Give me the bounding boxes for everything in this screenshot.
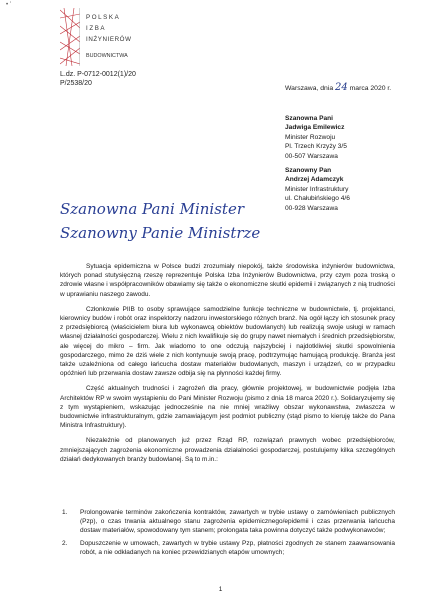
letter-date [285,82,391,93]
handwritten-line-1: Szanowna Pani Minister [60,200,244,218]
recipient-2-street: ul. Chałubińskiego 4/6 [285,195,350,203]
paragraph-2: Członkowie PIIB to osoby sprawujące samodzielne funkcje techniczne w budownictwie, tj. projektanci, kierownicy budów i robót oraz inspektorzy nadzoru inwestorskiego różnych branż. Na ogół łączy ich stosunek pracy z przedsiębiorcą (właścicielem biura lub wykonawcą obiektów budowlanych) lub realizują swoje usługi w ramach własnej działalności gospodarczej. Wielu z nich kwalifikuje się do grupy nawet niemałych i średnich przedsiębiorstw, ale więcej do mikro – firm. Jak wiadomo to one odczują najszybciej i najdotkliwiej skutki spowolnienia gospodarczego, mimo że dziś wiele z nich kontynuuje swoją pracę, podtrzymując hamującą produkcję. Branża jest także uzależniona od całego łańcucha dostaw materiałów budowlanych, maszyn i urządzeń, co w przypadku opóźnień lub przerwania dostaw zawsze odbija się na płynności każdej firmy. [60,305,395,378]
date-day-handwritten: 24 [335,82,348,93]
letter-body [60,262,395,470]
list-item-number: 2. [62,539,68,547]
recipient-1-salutation: Szanowna Pani [285,115,333,122]
org-line-1: POLSKA [86,14,121,21]
recipient-2-role: Minister Infrastruktury [285,185,349,193]
org-line-2: IZBA [86,25,107,32]
handwritten-salutation-2 [58,220,318,244]
corner-mark: • ʼ [6,2,12,8]
list-item-number: 1. [62,509,68,516]
page-number: 1 [218,586,223,593]
recipient-1-city: 00-507 Warszawa [285,152,338,160]
org-line-3: INŻYNIERÓW [86,36,132,43]
list-item [60,508,395,536]
postulates-list [60,508,395,560]
recipient-2-salutation: Szanowny Pan [285,167,332,174]
handwritten-line-2: Szanowny Panie Ministrze [60,224,261,242]
handwritten-salutation-1 [58,196,298,220]
reference-number-2: P/2538/20 [60,80,92,87]
paragraph-3: Część aktualnych trudności i zagrożeń dla pracy, głównie projektowej, w budownictwie podjęła Izba Architektów RP w swoim wystąpieniu do Pani Minister Rozwoju (pismo z dnia 18 marca 2020 r.). Solidaryzujemy się z tym wystąpieniem, wskazując jednocześnie na nie mniej wrażliwy obszar wykonawstwa, zwłaszcza w budownictwie infrastrukturalnym, gdzie zamawiającym jest podmiot publiczny (stąd pismo to kieruję także do Pana Ministra Infrastruktury). [60,385,395,430]
organization-name [86,12,132,62]
recipient-2-city: 00-928 Warszawa [285,204,338,212]
piib-logo-icon [60,8,80,66]
paragraph-4: Niezależnie od planowanych już przez Rząd RP, rozwiązań prawnych wobec przedsiębiorców, zmniejszających zagrożenia ekonomiczne prowadzenia działalności gospodarczej, postulujemy kilka szczególnych działań dedykowanych branży budowlanej. Są to m.in.: [60,437,395,463]
recipient-1-name: Jadwiga Emilewicz [285,124,345,132]
paragraph-1: Sytuacja epidemiczna w Polsce budzi zrozumiały niepokój, także środowiska inżynierów budownictwa, których ponad stutysięczną rzeszę reprezentuje Polska Izba Inżynierów Budownictwa, przy czym poza troską o zdrowie własne i współpracowników obawiamy się także o ekonomiczne skutki epidemii i związanych z nią trudności w uprawianiu naszego zawodu. [60,263,395,298]
list-item-text: Prolongowanie terminów zakończenia kontraktów, zawartych w trybie ustawy o zamówieniach publicznych (Pzp), o czas trwania aktualnego stanu zagrożenia epidemicznego/epidemii i czas przerwania łańcucha dostaw materiałów, spowodowany tym stanem; prolongata taka powinna dotyczyć także podwykonawców; [80,509,395,535]
date-suffix: marca 2020 r. [349,85,392,92]
recipient-1-street: Pl. Trzech Krzyży 3/5 [285,143,347,151]
org-line-4: BUDOWNICTWA [86,53,128,59]
reference-number: L.dz. P-0712-0012(1)/20 [60,71,136,78]
recipient-1-role: Minister Rozwoju [285,133,336,141]
list-item [60,539,395,557]
list-item-text: Dopuszczenie w umowach, zawartych w trybie ustawy Pzp, płatności zgodnych ze stanem zaawansowania robót, a nie odkładanych na koniec przewidzianych etapów umownych; [80,539,395,556]
recipient-block-1 [285,114,347,161]
recipient-2-name: Andrzej Adamczyk [285,176,344,184]
date-prefix: Warszawa, dnia [285,85,334,92]
